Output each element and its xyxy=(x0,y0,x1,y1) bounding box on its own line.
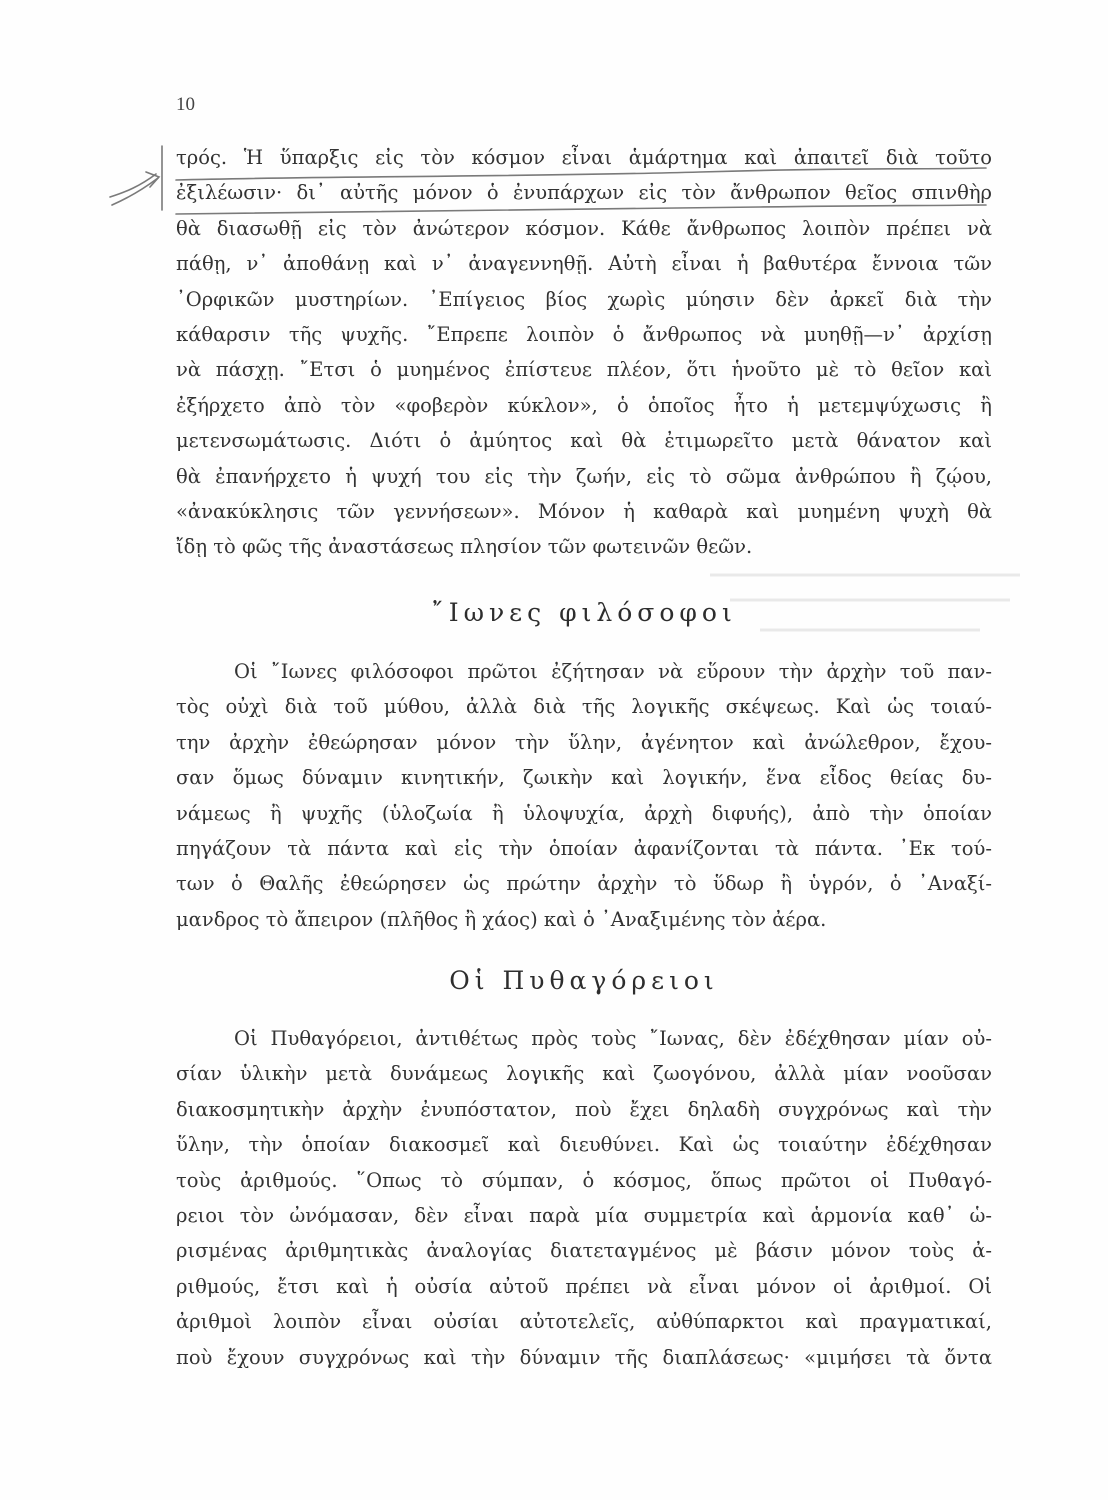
text-line: ρειοι τὸν ὠνόμασαν, δὲν εἶναι παρὰ μία συμμετρία καὶ ἁρμονία καθ᾽ ὡ- xyxy=(176,1203,992,1227)
text-line: ρισμένας ἀριθμητικὰς ἀναλογίας διατεταγμένος μὲ βάσιν μόνον τοὺς ἀ- xyxy=(176,1239,992,1263)
text-line: σαν ὅμως δύναμιν κινητικήν, ζωικὴν καὶ λογικήν, ἕνα εἶδος θείας δυ- xyxy=(176,766,992,790)
text-line: ἐξιλέωσιν· δι᾽ αὐτῆς μόνον ὁ ἐνυπάρχων εἰς τὸν ἄνθρωπον θεῖος σπινθὴρ xyxy=(176,181,992,205)
text-line: Οἱ Πυθαγόρειοι, ἀντιθέτως πρὸς τοὺς ῎Ιωνας, δὲν ἐδέχθησαν μίαν οὐ- xyxy=(234,1027,992,1050)
text-line: μετενσωμάτωσις. Διότι ὁ ἀμύητος καὶ θὰ ἐτιμωρεῖτο μετὰ θάνατον καὶ xyxy=(176,429,992,453)
text-line: διακοσμητικὴν ἀρχὴν ἐνυπόστατον, ποὺ ἔχει δηλαδὴ συγχρόνως καὶ τὴν xyxy=(176,1097,992,1121)
text-line: θὰ ἐπανήρχετο ἡ ψυχή του εἰς τὴν ζωήν, εἰς τὸ σῶμα ἀνθρώπου ἢ ζῴου, xyxy=(176,464,992,488)
text-line: ὕλην, τὴν ὁποίαν διακοσμεῖ καὶ διευθύνει. Καὶ ὡς τοιαύτην ἐδέχθησαν xyxy=(176,1133,992,1157)
paragraph-ionian-philosophers xyxy=(176,654,992,937)
section-heading-ionian-philosophers: ῎Ιωνες φιλόσοφοι xyxy=(431,598,737,627)
text-line: ἐξήρχετο ἀπὸ τὸν «φοβερὸν κύκλον», ὁ ὁποῖος ἦτο ἡ μετεμψύχωσις ἢ xyxy=(176,393,992,417)
paragraph-pythagoreans xyxy=(176,1021,992,1375)
text-line: νὰ πάσχῃ. ῎Ετσι ὁ μυημένος ἐπίστευε πλέον, ὅτι ἡνοῦτο μὲ τὸ θεῖον καὶ xyxy=(176,358,992,382)
text-line: των ὁ Θαλῆς ἐθεώρησεν ὡς πρώτην ἀρχὴν τὸ ὕδωρ ἢ ὑγρόν, ὁ ᾽Αναξί- xyxy=(176,872,992,896)
text-line: τὸς οὐχὶ διὰ τοῦ μύθου, ἀλλὰ διὰ τῆς λογικῆς σκέψεως. Καὶ ὡς τοιαύ- xyxy=(176,695,992,719)
text-line: ἴδῃ τὸ φῶς τῆς ἀναστάσεως πλησίον τῶν φωτεινῶν θεῶν. xyxy=(176,535,753,559)
page-number: 10 xyxy=(176,94,195,115)
text-line: πάθῃ, ν᾽ ἀποθάνῃ καὶ ν᾽ ἀναγεννηθῇ. Αὐτὴ εἶναι ἡ βαθυτέρα ἔννοια τῶν xyxy=(176,252,992,276)
text-line: «ἀνακύκλησις τῶν γεννήσεων». Μόνον ἡ καθαρὰ καὶ μυημένη ψυχὴ θὰ xyxy=(176,499,992,523)
paragraph-orphic-mysteries xyxy=(176,140,992,565)
section-heading-pythagoreans: Οἱ Πυθαγόρειοι xyxy=(449,966,719,995)
text-line: πηγάζουν τὰ πάντα καὶ εἰς τὴν ὁποίαν ἀφανίζονται τὰ πάντα. ᾽Εκ τού- xyxy=(176,836,992,860)
text-line: κάθαρσιν τῆς ψυχῆς. ῎Επρεπε λοιπὸν ὁ ἄνθρωπος νὰ μυηθῇ—ν᾽ ἀρχίσῃ xyxy=(176,322,992,346)
text-line: ᾽Ορφικῶν μυστηρίων. ᾽Επίγειος βίος χωρὶς μύησιν δὲν ἀρκεῖ διὰ τὴν xyxy=(176,287,992,311)
text-line: ριθμούς, ἔτσι καὶ ἡ οὐσία αὐτοῦ πρέπει νὰ εἶναι μόνον οἱ ἀριθμοί. Οἱ xyxy=(176,1274,992,1298)
bleed-through-smudge xyxy=(700,560,1030,650)
text-line: την ἀρχὴν ἐθεώρησαν μόνον τὴν ὕλην, ἀγένητον καὶ ἀνώλεθρον, ἔχου- xyxy=(176,730,992,754)
text-line: μανδρος τὸ ἄπειρον (πλῆθος ἢ χάος) καὶ ὁ ᾽Αναξιμένης τὸν ἀέρα. xyxy=(176,907,827,931)
text-line: Οἱ ῎Ιωνες φιλόσοφοι πρῶτοι ἐζήτησαν νὰ εὕρουν τὴν ἀρχὴν τοῦ παν- xyxy=(234,660,992,683)
text-line: ἀριθμοὶ λοιπὸν εἶναι οὐσίαι αὐτοτελεῖς, αὐθύπαρκτοι καὶ πραγματικαί, xyxy=(176,1310,992,1334)
text-line: ποὺ ἔχουν συγχρόνως καὶ τὴν δύναμιν τῆς διαπλάσεως· «μιμήσει τὰ ὄντα xyxy=(176,1345,992,1369)
text-line: σίαν ὑλικὴν μετὰ δυνάμεως λογικῆς καὶ ζωογόνου, ἀλλὰ μίαν νοοῦσαν xyxy=(176,1062,992,1086)
margin-arrow-icon xyxy=(112,178,158,205)
text-line: τοὺς ἀριθμούς. ῞Οπως τὸ σύμπαν, ὁ κόσμος, ὅπως πρῶτοι οἱ Πυθαγό- xyxy=(176,1168,992,1192)
text-line: τρός. Ἡ ὕπαρξις εἰς τὸν κόσμον εἶναι ἁμάρτημα καὶ ἀπαιτεῖ διὰ τοῦτο xyxy=(176,146,992,169)
text-line: θὰ διασωθῇ εἰς τὸν ἀνώτερον κόσμον. Κάθε ἄνθρωπος λοιπὸν πρέπει νὰ xyxy=(176,216,992,240)
text-line: νάμεως ἢ ψυχῆς (ὑλοζωία ἢ ὑλοψυχία, ἀρχὴ διφυής), ἀπὸ τὴν ὁποίαν xyxy=(176,801,992,825)
